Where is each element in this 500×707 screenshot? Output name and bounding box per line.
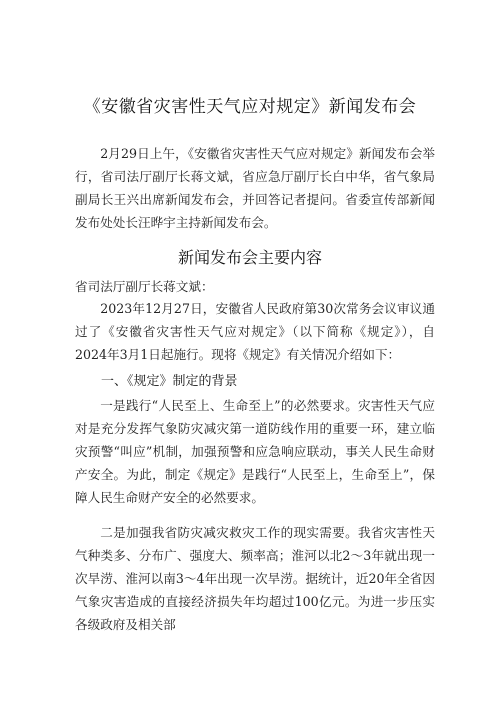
body-paragraph-2: 一是践行“人民至上、生命至上”的必然要求。灾害性天气应对是充分发挥气象防灾减灾第一道防线作用的重要一环，建立临灾预警“叫应”机制，加强预警和应急响应联动，事关人民生命财产安全。为此，制定《规定》是践行“人民至上，生命至上”，保障人民生命财产安全的必然要求。 [75,398,435,505]
body-paragraph-1: 2023年12月27日，安徽省人民政府第30次常务会议审议通过了《安徽省灾害性天气应对规定》（以下简称《规定》），自2024年3月1日起施行。现将《规定》有关情况介绍如下： [75,301,435,362]
intro-paragraph: 2月29日上午，《安徽省灾害性天气应对规定》新闻发布会举行，省司法厅副厅长蒋文斌，省应急厅副厅长白中华，省气象局副局长王兴出席新闻发布会，并回答记者提问。省委宣传部新闻发布处处长汪晔宇主持新闻发布会。 [75,146,435,230]
body-paragraph-3: 二是加强我省防灾减灾救灾工作的现实需要。我省灾害性天气种类多、分布广、强度大、频率高；淮河以北2～3年就出现一次旱涝、淮河以南3～4年出现一次旱涝。据统计，近20年全省因气象灾害造成的直接经济损失年均超过100亿元。为进一步压实各级政府及相关部 [75,525,435,632]
document-title: 《安徽省灾害性天气应对规定》新闻发布会 [83,97,417,117]
section-heading: 一、《规定》制定的背景 [101,374,238,389]
speaker-line: 省司法厅副厅长蒋文斌： [75,279,214,294]
section-title: 新闻发布会主要内容 [177,248,322,267]
